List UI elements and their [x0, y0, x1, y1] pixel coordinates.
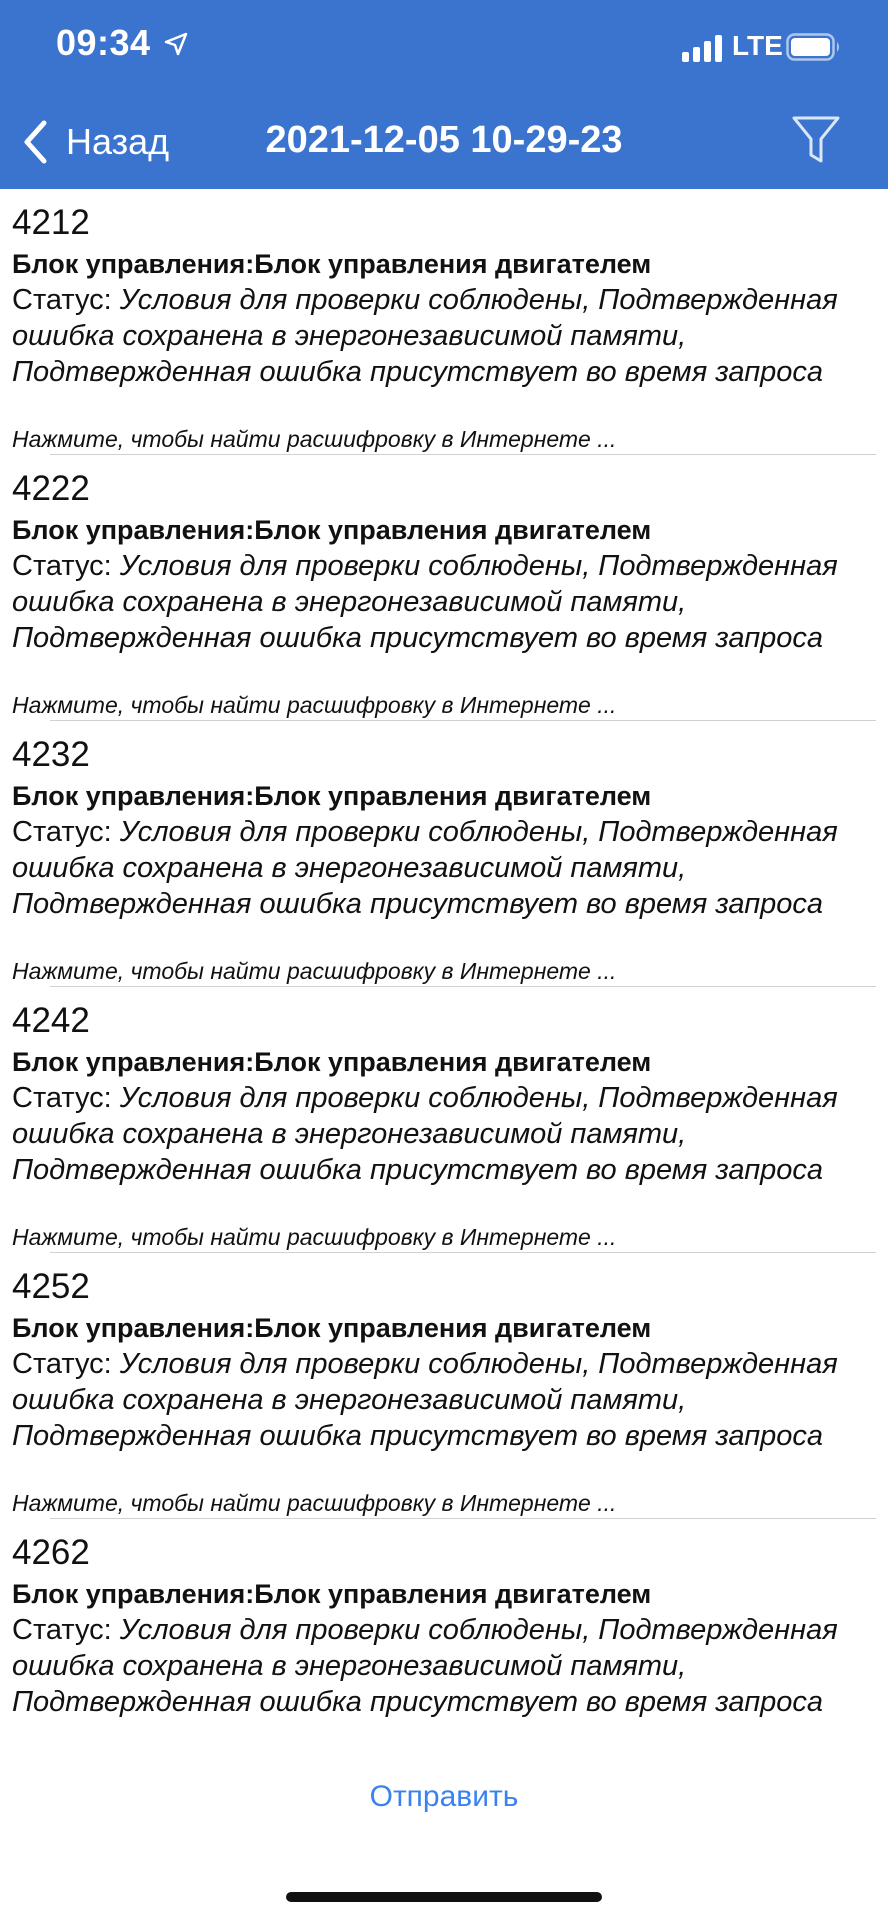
search-hint: Нажмите, чтобы найти расшифровку в Интернете ... [12, 1490, 617, 1516]
status-line [12, 282, 882, 390]
error-code: 4242 [12, 1001, 90, 1040]
cellular-signal-icon [682, 34, 726, 62]
status-label: Статус: [12, 1614, 112, 1646]
error-code: 4252 [12, 1267, 90, 1306]
status-label: Статус: [12, 1082, 112, 1114]
status-label: Статус: [12, 284, 112, 316]
top-bar [0, 0, 888, 189]
status-text: Условия для проверки соблюдены, Подтвержденная ошибка сохранена в энергонезависимой памяти, Подтвержденная ошибка присутствует во время запроса [12, 1082, 838, 1186]
control-unit: Блок управления:Блок управления двигателем [12, 781, 652, 811]
chevron-left-icon [22, 119, 48, 165]
home-indicator[interactable] [286, 1892, 602, 1902]
control-unit: Блок управления:Блок управления двигателем [12, 1047, 652, 1077]
search-hint: Нажмите, чтобы найти расшифровку в Интернете ... [12, 426, 617, 452]
status-text: Условия для проверки соблюдены, Подтвержденная ошибка сохранена в энергонезависимой памяти, Подтвержденная ошибка присутствует во время запроса [12, 1348, 838, 1452]
status-line [12, 1346, 882, 1454]
list-item[interactable] [0, 1253, 888, 1519]
back-label: Назад [66, 121, 170, 162]
status-label: Статус: [12, 816, 112, 848]
battery-icon [786, 33, 842, 61]
back-button[interactable] [22, 116, 169, 168]
control-unit: Блок управления:Блок управления двигателем [12, 1313, 652, 1343]
location-arrow-icon [164, 32, 188, 56]
status-line [12, 1080, 882, 1188]
list-item[interactable] [0, 987, 888, 1253]
error-code: 4262 [12, 1533, 90, 1572]
status-time: 09:34 [56, 22, 151, 63]
search-hint: Нажмите, чтобы найти расшифровку в Интернете ... [12, 692, 617, 718]
status-label: Статус: [12, 1348, 112, 1380]
filter-icon[interactable] [791, 114, 841, 166]
status-line [12, 548, 882, 656]
control-unit: Блок управления:Блок управления двигателем [12, 249, 652, 279]
search-hint: Нажмите, чтобы найти расшифровку в Интернете ... [12, 958, 617, 984]
error-code-list[interactable] [0, 189, 888, 1744]
status-text: Условия для проверки соблюдены, Подтвержденная ошибка сохранена в энергонезависимой памяти, Подтвержденная ошибка присутствует во время запроса [12, 1614, 838, 1718]
send-button[interactable]: Отправить [369, 1780, 519, 1813]
status-label: Статус: [12, 550, 112, 582]
list-item[interactable] [0, 189, 888, 455]
status-line [12, 1612, 882, 1720]
error-code: 4212 [12, 203, 90, 242]
control-unit: Блок управления:Блок управления двигателем [12, 1579, 652, 1609]
list-item[interactable] [0, 721, 888, 987]
list-item[interactable] [0, 455, 888, 721]
page-title: 2021-12-05 10-29-23 [265, 119, 623, 161]
error-code: 4222 [12, 469, 90, 508]
search-hint: Нажмите, чтобы найти расшифровку в Интернете ... [12, 1224, 617, 1250]
control-unit: Блок управления:Блок управления двигателем [12, 515, 652, 545]
list-item[interactable] [0, 1519, 888, 1744]
status-line [12, 814, 882, 922]
status-text: Условия для проверки соблюдены, Подтвержденная ошибка сохранена в энергонезависимой памяти, Подтвержденная ошибка присутствует во время запроса [12, 550, 838, 654]
network-type: LTE [732, 30, 783, 61]
status-text: Условия для проверки соблюдены, Подтвержденная ошибка сохранена в энергонезависимой памяти, Подтвержденная ошибка присутствует во время запроса [12, 284, 838, 388]
status-text: Условия для проверки соблюдены, Подтвержденная ошибка сохранена в энергонезависимой памяти, Подтвержденная ошибка присутствует во время запроса [12, 816, 838, 920]
error-code: 4232 [12, 735, 90, 774]
